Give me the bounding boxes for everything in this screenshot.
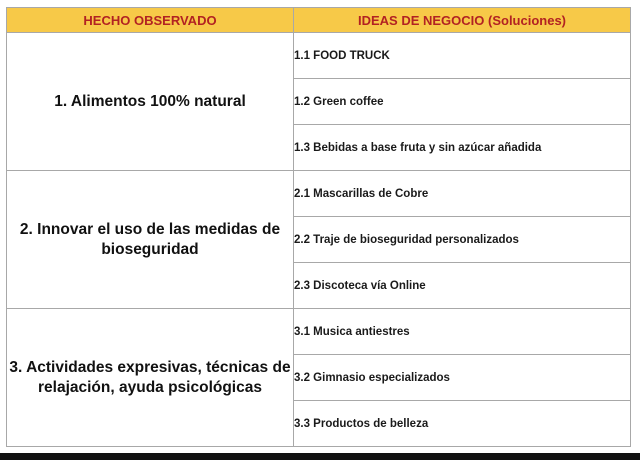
idea-cell-2-1: 2.1 Mascarillas de Cobre bbox=[294, 171, 631, 217]
header-row bbox=[7, 8, 631, 33]
idea-cell-3-1: 3.1 Musica antiestres bbox=[294, 309, 631, 355]
idea-cell-1-1: 1.1 FOOD TRUCK bbox=[294, 33, 631, 79]
table-row bbox=[7, 309, 631, 355]
table-row bbox=[7, 33, 631, 79]
fact-cell-2: 2. Innovar el uso de las medidas de bioseguridad bbox=[7, 171, 294, 309]
idea-cell-2-3: 2.3 Discoteca vía Online bbox=[294, 263, 631, 309]
idea-cell-2-2: 2.2 Traje de bioseguridad personalizados bbox=[294, 217, 631, 263]
idea-cell-3-3: 3.3 Productos de belleza bbox=[294, 401, 631, 447]
fact-cell-3: 3. Actividades expresivas, técnicas de relajación, ayuda psicológicas bbox=[7, 309, 294, 447]
idea-cell-3-2: 3.2 Gimnasio especializados bbox=[294, 355, 631, 401]
idea-cell-1-2: 1.2 Green coffee bbox=[294, 79, 631, 125]
fact-cell-1: 1. Alimentos 100% natural bbox=[7, 33, 294, 171]
header-ideas: IDEAS DE NEGOCIO (Soluciones) bbox=[294, 8, 631, 33]
table-row bbox=[7, 171, 631, 217]
bottom-bar bbox=[0, 453, 640, 460]
business-ideas-table bbox=[6, 7, 631, 447]
idea-cell-1-3: 1.3 Bebidas a base fruta y sin azúcar añadida bbox=[294, 125, 631, 171]
header-fact: HECHO OBSERVADO bbox=[7, 8, 294, 33]
